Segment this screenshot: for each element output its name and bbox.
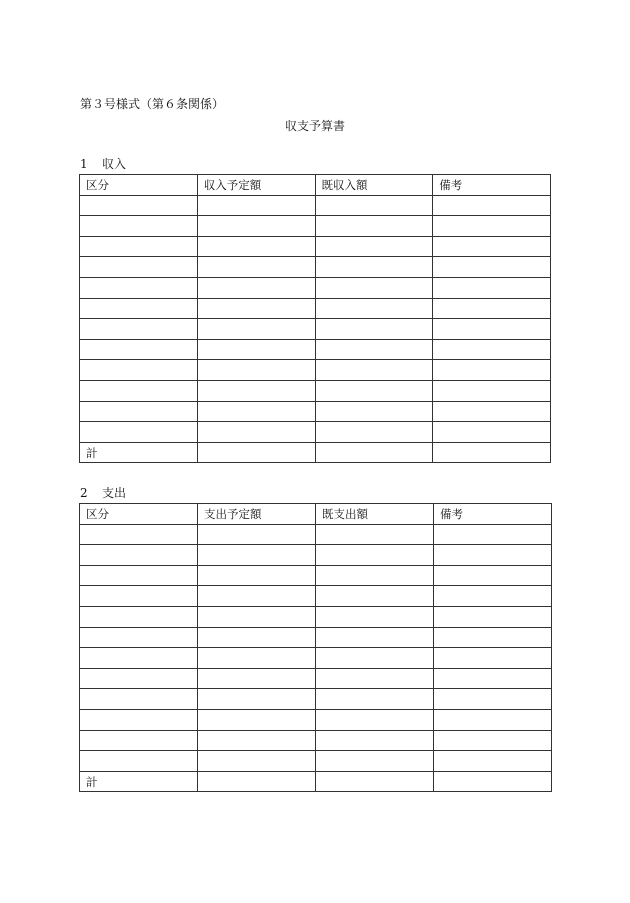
expense-section-number: 2 [80, 486, 88, 500]
income-entry-cell[interactable] [315, 339, 433, 360]
income-total-row [80, 442, 551, 463]
income-total-cell[interactable] [315, 442, 433, 463]
income-entry-cell[interactable] [433, 401, 551, 422]
income-col-category: 区分 [80, 175, 198, 196]
income-entry-cell[interactable] [433, 319, 551, 340]
income-entry-cell[interactable] [433, 257, 551, 278]
expense-entry-cell[interactable] [80, 668, 198, 689]
income-entry-cell[interactable] [80, 277, 198, 298]
expense-entry-cell[interactable] [316, 648, 434, 669]
expense-entry-cell[interactable] [434, 606, 552, 627]
expense-entry-cell[interactable] [80, 627, 198, 648]
expense-entry-cell[interactable] [316, 586, 434, 607]
income-col-received-amount: 既収入額 [315, 175, 433, 196]
expense-entry-cell[interactable] [316, 545, 434, 566]
expense-entry-cell[interactable] [316, 565, 434, 586]
expense-entry-cell[interactable] [434, 586, 552, 607]
expense-entry-cell[interactable] [80, 709, 198, 730]
income-entry-cell[interactable] [315, 401, 433, 422]
income-col-remarks: 備考 [433, 175, 551, 196]
income-total-label: 計 [80, 442, 198, 463]
expense-entry-cell[interactable] [316, 730, 434, 751]
expense-entry-row [80, 751, 552, 772]
expense-entry-cell[interactable] [80, 565, 198, 586]
income-entry-cell[interactable] [80, 236, 198, 257]
income-entry-cell[interactable] [197, 401, 315, 422]
income-entry-cell[interactable] [197, 195, 315, 216]
expense-entry-cell[interactable] [198, 565, 316, 586]
expense-entry-cell[interactable] [434, 545, 552, 566]
income-entry-cell[interactable] [315, 360, 433, 381]
income-entry-row [80, 298, 551, 319]
expense-entry-row [80, 689, 552, 710]
income-entry-row [80, 380, 551, 401]
expense-entry-row [80, 524, 552, 545]
expense-entry-cell[interactable] [434, 668, 552, 689]
expense-entry-row [80, 586, 552, 607]
expense-col-planned-amount: 支出予定額 [198, 504, 316, 525]
income-entry-row [80, 277, 551, 298]
document-title: 収支予算書 [284, 119, 345, 133]
income-entry-row [80, 216, 551, 237]
expense-entry-cell[interactable] [434, 730, 552, 751]
expense-entry-cell[interactable] [198, 730, 316, 751]
expense-total-label: 計 [80, 771, 198, 792]
expense-entry-cell[interactable] [198, 606, 316, 627]
expense-entry-cell[interactable] [80, 689, 198, 710]
income-entry-row [80, 422, 551, 443]
expense-entry-cell[interactable] [434, 565, 552, 586]
expense-entry-row [80, 668, 552, 689]
income-entry-cell[interactable] [433, 195, 551, 216]
expense-entry-cell[interactable] [198, 627, 316, 648]
expense-entry-cell[interactable] [80, 586, 198, 607]
income-entry-cell[interactable] [433, 298, 551, 319]
expense-total-cell[interactable] [434, 771, 552, 792]
income-entry-cell[interactable] [315, 380, 433, 401]
income-entry-cell[interactable] [197, 277, 315, 298]
income-entry-cell[interactable] [315, 298, 433, 319]
income-entry-cell[interactable] [315, 195, 433, 216]
expense-entry-cell[interactable] [80, 606, 198, 627]
income-entry-row [80, 401, 551, 422]
income-entry-cell[interactable] [80, 401, 198, 422]
expense-entry-cell[interactable] [198, 648, 316, 669]
income-entry-row [80, 195, 551, 216]
income-total-cell[interactable] [433, 442, 551, 463]
expense-entry-cell[interactable] [434, 627, 552, 648]
expense-col-remarks: 備考 [434, 504, 552, 525]
income-entry-cell[interactable] [197, 216, 315, 237]
expense-entry-cell[interactable] [198, 545, 316, 566]
income-table [79, 174, 551, 463]
expense-entry-cell[interactable] [434, 648, 552, 669]
expense-header-row [80, 504, 552, 525]
expense-total-cell[interactable] [316, 771, 434, 792]
expense-entry-cell[interactable] [198, 586, 316, 607]
expense-col-spent-amount: 既支出額 [316, 504, 434, 525]
income-entry-cell[interactable] [80, 319, 198, 340]
expense-entry-row [80, 730, 552, 751]
income-entry-cell[interactable] [80, 257, 198, 278]
expense-col-category: 区分 [80, 504, 198, 525]
expense-section-heading [80, 486, 126, 500]
income-entry-cell[interactable] [80, 298, 198, 319]
expense-total-cell[interactable] [198, 771, 316, 792]
income-entry-cell[interactable] [197, 422, 315, 443]
income-entry-cell[interactable] [80, 216, 198, 237]
income-entry-cell[interactable] [80, 360, 198, 381]
expense-entry-cell[interactable] [434, 524, 552, 545]
income-entry-cell[interactable] [197, 339, 315, 360]
expense-entry-row [80, 545, 552, 566]
expense-entry-cell[interactable] [198, 751, 316, 772]
income-entry-cell[interactable] [433, 380, 551, 401]
income-entry-cell[interactable] [433, 277, 551, 298]
income-entry-cell[interactable] [433, 339, 551, 360]
expense-entry-cell[interactable] [80, 648, 198, 669]
income-entry-cell[interactable] [315, 216, 433, 237]
expense-entry-cell[interactable] [434, 751, 552, 772]
income-entry-cell[interactable] [197, 360, 315, 381]
income-section-title: 収入 [102, 157, 127, 171]
expense-entry-cell[interactable] [316, 751, 434, 772]
expense-entry-cell[interactable] [198, 709, 316, 730]
expense-entry-cell[interactable] [80, 730, 198, 751]
expense-entry-cell[interactable] [80, 524, 198, 545]
income-entry-row [80, 360, 551, 381]
income-col-planned-amount: 収入予定額 [197, 175, 315, 196]
expense-entry-cell[interactable] [80, 545, 198, 566]
income-entry-cell[interactable] [315, 236, 433, 257]
income-total-cell[interactable] [197, 442, 315, 463]
income-entry-cell[interactable] [197, 257, 315, 278]
income-entry-cell[interactable] [197, 319, 315, 340]
income-entry-cell[interactable] [433, 216, 551, 237]
expense-entry-cell[interactable] [198, 689, 316, 710]
expense-entry-cell[interactable] [316, 524, 434, 545]
income-entry-cell[interactable] [315, 319, 433, 340]
expense-entry-cell[interactable] [434, 709, 552, 730]
income-entry-cell[interactable] [80, 195, 198, 216]
income-header-row [80, 175, 551, 196]
expense-entry-cell[interactable] [316, 709, 434, 730]
expense-section-title: 支出 [102, 486, 127, 500]
expense-entry-cell[interactable] [316, 689, 434, 710]
expense-entry-row [80, 709, 552, 730]
income-entry-cell[interactable] [80, 422, 198, 443]
expense-entry-cell[interactable] [80, 751, 198, 772]
income-entry-cell[interactable] [197, 298, 315, 319]
income-entry-cell[interactable] [315, 277, 433, 298]
income-entry-cell[interactable] [315, 257, 433, 278]
expense-entry-row [80, 565, 552, 586]
income-entry-row [80, 257, 551, 278]
expense-entry-cell[interactable] [316, 606, 434, 627]
expense-total-row [80, 771, 552, 792]
income-entry-cell[interactable] [433, 422, 551, 443]
expense-entry-cell[interactable] [316, 668, 434, 689]
expense-entry-cell[interactable] [198, 524, 316, 545]
income-entry-cell[interactable] [197, 236, 315, 257]
income-entry-cell[interactable] [80, 339, 198, 360]
income-section-heading [80, 157, 126, 171]
expense-entry-cell[interactable] [198, 668, 316, 689]
income-entry-row [80, 319, 551, 340]
income-section-number: 1 [80, 157, 88, 171]
expense-table [79, 503, 552, 792]
income-entry-cell[interactable] [315, 422, 433, 443]
expense-table-body [80, 504, 552, 792]
expense-entry-row [80, 606, 552, 627]
expense-entry-row [80, 627, 552, 648]
income-table-body [80, 175, 551, 463]
income-entry-cell[interactable] [433, 360, 551, 381]
income-entry-cell[interactable] [80, 380, 198, 401]
expense-entry-cell[interactable] [316, 627, 434, 648]
income-entry-cell[interactable] [433, 236, 551, 257]
income-entry-row [80, 339, 551, 360]
form-number-label: 第３号様式（第６条関係） [80, 97, 225, 111]
income-entry-row [80, 236, 551, 257]
expense-entry-row [80, 648, 552, 669]
expense-entry-cell[interactable] [434, 689, 552, 710]
income-entry-cell[interactable] [197, 380, 315, 401]
